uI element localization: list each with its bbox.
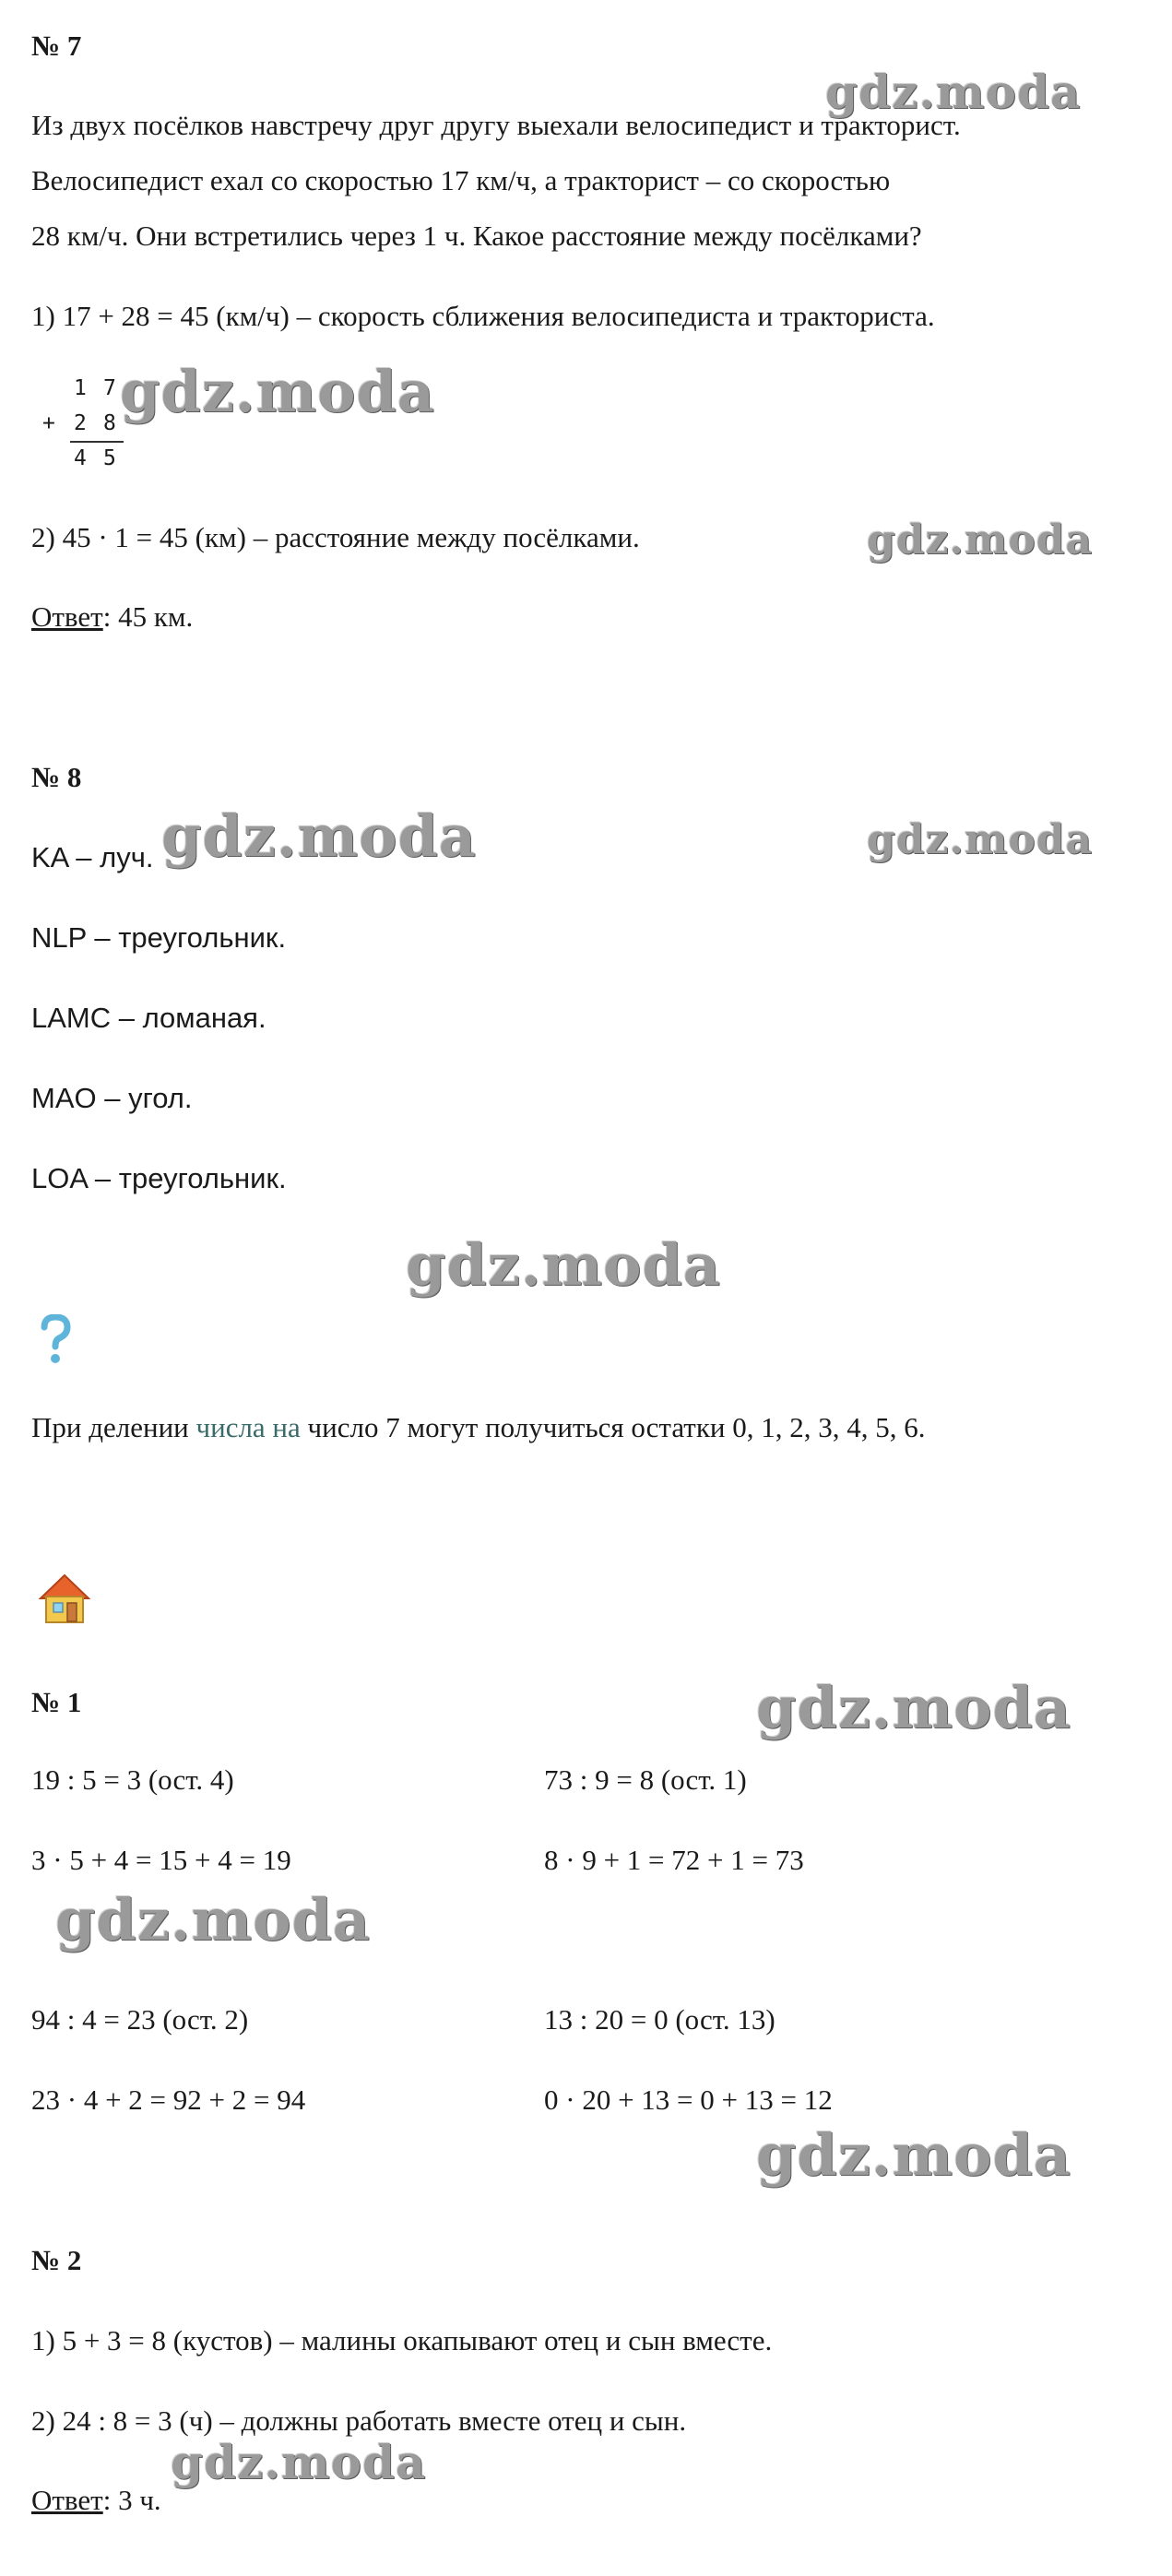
- watermark: gdz.moda: [55, 1886, 371, 1953]
- digit: 1: [74, 376, 87, 400]
- question-mark-icon: [37, 1314, 74, 1366]
- problem-line: Из двух посёлков навстречу друг другу выехали велосипедист и тракторист.: [31, 109, 961, 141]
- problem-line: 28 км/ч. Они встретились через 1 ч. Какое расстояние между посёлками?: [31, 220, 922, 252]
- answer: [31, 602, 193, 631]
- equation: 94 : 4 = 23 (ост. 2): [31, 2003, 249, 2036]
- task-number: № 2: [31, 2244, 82, 2276]
- sum-line: [70, 441, 124, 443]
- digit: 7: [103, 376, 116, 400]
- digit: 4: [74, 446, 87, 470]
- watermark: gdz.moda: [406, 1231, 721, 1299]
- equation: 13 : 20 = 0 (ост. 13): [544, 2003, 775, 2036]
- answer: [31, 2486, 161, 2514]
- house-icon: [37, 1573, 92, 1626]
- equation: 23 · 4 + 2 = 92 + 2 = 94: [31, 2083, 306, 2116]
- answer-label: Ответ: [31, 600, 103, 633]
- answer-value: : 3 ч.: [102, 2484, 161, 2516]
- digit: 8: [103, 411, 116, 435]
- list-item: LAMC – ломаная.: [31, 1002, 266, 1034]
- question-answer: При делении числа на число 7 могут получиться остатки 0, 1, 2, 3, 4, 5, 6.: [31, 1411, 926, 1443]
- list-item: KA – луч.: [31, 841, 154, 873]
- list-item: NLP – треугольник.: [31, 921, 287, 954]
- watermark: gdz.moda: [756, 2121, 1071, 2189]
- plus-sign: +: [42, 411, 55, 435]
- answer-value: : 45 км.: [102, 600, 194, 633]
- watermark: gdz.moda: [825, 65, 1082, 119]
- equation: 73 : 9 = 8 (ост. 1): [544, 1763, 747, 1796]
- digit: 5: [103, 446, 116, 470]
- task-number: № 1: [31, 1686, 82, 1718]
- equation: 0 · 20 + 13 = 0 + 13 = 12: [544, 2083, 833, 2116]
- answer-label: Ответ: [31, 2484, 103, 2516]
- watermark: gdz.moda: [161, 802, 477, 870]
- list-item: MAO – угол.: [31, 1082, 193, 1114]
- solution-step: 1) 5 + 3 = 8 (кустов) – малины окапывают отец и сын вместе.: [31, 2324, 773, 2356]
- task-number: № 8: [31, 761, 82, 793]
- digit: 2: [74, 411, 87, 435]
- watermark: gdz.moda: [171, 2435, 427, 2489]
- equation: 8 · 9 + 1 = 72 + 1 = 73: [544, 1844, 804, 1876]
- watermark: gdz.moda: [756, 1674, 1071, 1741]
- problem-line: Велосипедист ехал со скоростью 17 км/ч, а тракторист – со скоростью: [31, 164, 891, 196]
- list-item: LOA – треугольник.: [31, 1162, 287, 1194]
- watermark: gdz.moda: [120, 358, 435, 425]
- solution-step: 2) 24 : 8 = 3 (ч) – должны работать вместе отец и сын.: [31, 2404, 687, 2437]
- solution-step: 1) 17 + 28 = 45 (км/ч) – скорость сближения велосипедиста и тракториста.: [31, 300, 935, 332]
- solution-step: 2) 45 · 1 = 45 (км) – расстояние между посёлками.: [31, 521, 640, 553]
- task-number: № 7: [31, 30, 82, 62]
- equation: 3 · 5 + 4 = 15 + 4 = 19: [31, 1844, 291, 1876]
- equation: 19 : 5 = 3 (ост. 4): [31, 1763, 234, 1796]
- watermark: gdz.moda: [867, 816, 1094, 863]
- watermark: gdz.moda: [867, 516, 1094, 564]
